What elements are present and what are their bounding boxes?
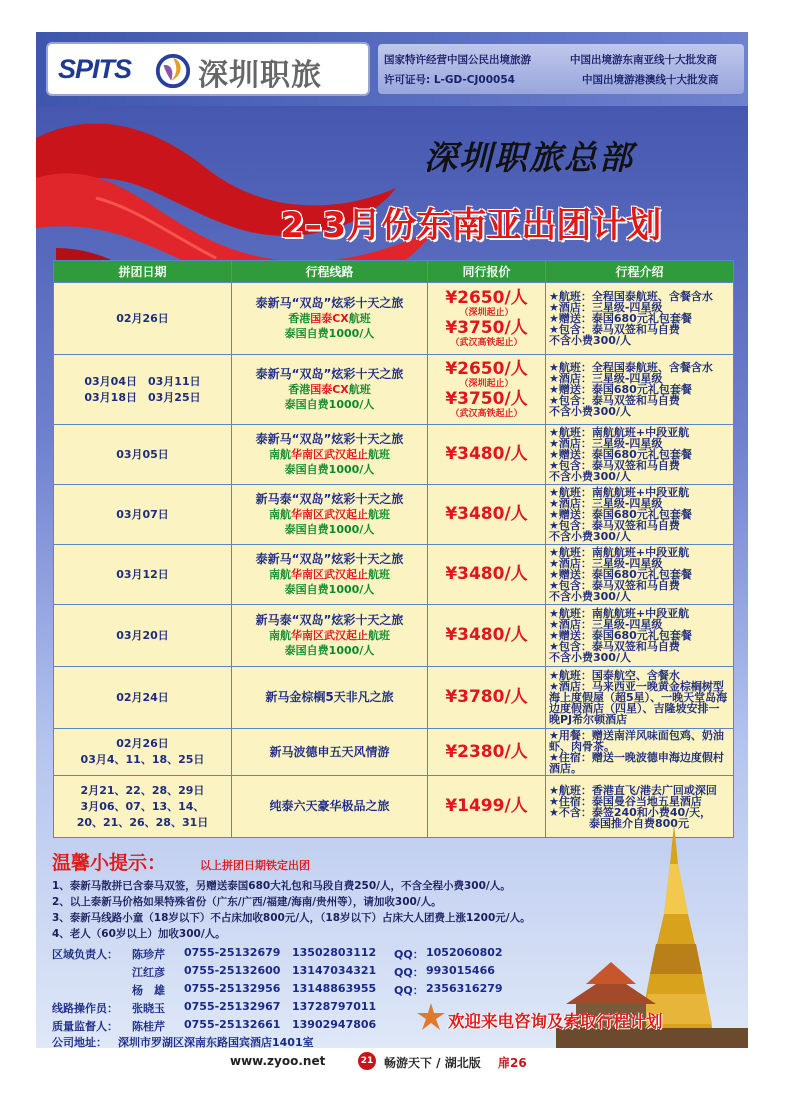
tip-line: 2、以上泰新马价格如果特殊省份（广东/广西/福建/海南/贵州等），请加收300/人。 xyxy=(52,896,442,908)
tour-route-cell xyxy=(232,605,428,667)
route-name: 泰新马“双岛”炫彩十天之旅 xyxy=(255,552,404,566)
intro-line: ★赠送：泰国680元礼包套餐 xyxy=(549,508,692,521)
tips-section xyxy=(52,848,310,875)
page-title: 2–3月份东南亚出团计划 xyxy=(280,206,662,246)
tour-price-cell xyxy=(428,485,546,545)
price-note: （武汉高铁起止） xyxy=(450,408,523,419)
tour-route-cell xyxy=(232,485,428,545)
intro-line: ★住宿：泰国曼谷当地五星酒店 xyxy=(549,794,702,808)
table-row xyxy=(54,545,734,605)
price: ¥3780/人 xyxy=(445,687,528,707)
tour-date: 03月05日 xyxy=(116,447,169,461)
tour-date-cell xyxy=(54,729,232,776)
price: ¥1499/人 xyxy=(445,796,528,816)
intro-line: ★不含：泰签240和小费40/天， xyxy=(549,805,712,819)
route-name: 新马泰“双岛”炫彩十天之旅 xyxy=(255,492,404,506)
intro-line: ★包含：泰马双签和马自费 xyxy=(549,640,680,653)
intro-line: ★住宿：赠送一晚波德申海边度假村酒店。 xyxy=(549,751,724,775)
intro-line: ★包含：泰马双签和马自费 xyxy=(549,459,680,472)
contact-phone: 0755-25132679 xyxy=(184,946,281,959)
supervisor-label: 质量监督人： xyxy=(52,1020,118,1033)
qq-label: QQ： xyxy=(394,984,424,997)
address-label: 公司地址： xyxy=(52,1036,107,1048)
route-flight: 南航华南区武汉起止航班 xyxy=(269,568,390,581)
route-name: 泰新马“双岛”炫彩十天之旅 xyxy=(255,432,404,446)
tour-route-cell xyxy=(232,776,428,838)
contact-qq: 993015466 xyxy=(426,964,495,977)
price-note: （武汉高铁起止） xyxy=(450,337,523,348)
price: ¥3480/人 xyxy=(445,625,528,645)
intro-line: ★包含：泰马双签和马自费 xyxy=(549,323,680,336)
intro-line: ★赠送：泰国680元礼包套餐 xyxy=(549,629,692,642)
tip-line: 1、泰新马散拼已含泰马双签，另赠送泰国680大礼包和马段自费250/人，不含全程小费300/人。 xyxy=(52,880,511,892)
tour-price-cell xyxy=(428,667,546,729)
tour-date: 03月12日 xyxy=(116,567,169,581)
intro-line: 不含小费300/人 xyxy=(549,405,631,418)
intro-line: 不含小费300/人 xyxy=(549,590,631,603)
tour-date: 03月4、11、18、25日 xyxy=(80,753,205,766)
intro-line: ★航班：南航航班+中段亚航 xyxy=(549,486,690,499)
intro-line: ★酒店：三星级-四星级 xyxy=(549,557,663,570)
tour-schedule-table xyxy=(53,260,734,838)
table-row xyxy=(54,729,734,776)
company-logo xyxy=(46,42,370,96)
tour-date: 2月21、22、28、29日 xyxy=(80,783,205,797)
price: ¥2380/人 xyxy=(445,741,528,762)
intro-line: ★酒店：三星级-四星级 xyxy=(549,301,663,314)
route-name: 泰新马“双岛”炫彩十天之旅 xyxy=(255,296,404,310)
route-extra-cost: 泰国自费1000/人 xyxy=(284,644,375,657)
qq-label: QQ： xyxy=(394,948,424,961)
route-extra-cost: 泰国自费1000/人 xyxy=(284,463,375,476)
intro-line: 泰国推介自费800元 xyxy=(589,816,689,830)
tour-intro-cell xyxy=(546,425,734,485)
intro-line: ★酒店：三星级-四星级 xyxy=(549,372,663,385)
price-note: （深圳起止） xyxy=(459,378,514,389)
contact-name: 江红彦 xyxy=(132,966,165,979)
column-header: 行程介绍 xyxy=(546,261,734,283)
intro-line: ★航班：南航航班+中段亚航 xyxy=(549,546,690,559)
price: ¥3480/人 xyxy=(445,564,528,584)
tour-date-cell xyxy=(54,776,232,838)
license-box xyxy=(378,44,744,94)
contact-mobile: 13502803112 xyxy=(292,946,377,959)
intro-line: ★用餐：赠送南洋风味面包鸡、奶油虾、肉骨茶。 xyxy=(549,729,724,753)
tour-route-cell xyxy=(232,425,428,485)
intro-line: ★赠送：泰国680元礼包套餐 xyxy=(549,448,692,461)
regional-label: 区域负责人： xyxy=(52,948,118,961)
table-row xyxy=(54,425,734,485)
intro-line: ★赠送：泰国680元礼包套餐 xyxy=(549,568,692,581)
intro-line: ★包含：泰马双签和马自费 xyxy=(549,579,680,592)
rank-line-2: 中国出境游港澳线十大批发商 xyxy=(582,74,719,86)
table-row xyxy=(54,485,734,545)
contact-mobile: 13148863955 xyxy=(292,982,377,995)
logo-swirl-icon xyxy=(154,52,192,90)
intro-line: ★包含：泰马双签和马自费 xyxy=(549,394,680,407)
column-header: 行程线路 xyxy=(232,261,428,283)
price-note: （深圳起止） xyxy=(459,307,514,318)
price: ¥3480/人 xyxy=(445,504,528,524)
route-name: 纯泰六天豪华极品之旅 xyxy=(269,799,390,813)
intro-line: 不含小费300/人 xyxy=(549,470,631,483)
tour-date-cell xyxy=(54,545,232,605)
intro-line: ★赠送：泰国680元礼包套餐 xyxy=(549,383,692,396)
tour-intro-cell xyxy=(546,729,734,776)
intro-line: ★航班：全程国泰航班、含餐含水 xyxy=(549,290,713,303)
route-name: 新马金棕榈5天非凡之旅 xyxy=(265,690,394,704)
contact-mobile: 13728797011 xyxy=(292,1000,377,1013)
logo-text-cn: 深圳职旅 xyxy=(198,58,322,93)
tour-date-cell xyxy=(54,485,232,545)
contact-qq: 2356316279 xyxy=(426,982,503,995)
tour-date: 03月07日 xyxy=(116,507,169,521)
route-extra-cost: 泰国自费1000/人 xyxy=(284,327,375,340)
tips-subtitle: 以上拼团日期铁定出团 xyxy=(200,859,310,872)
contact-name: 陈桂芹 xyxy=(132,1020,165,1033)
intro-line: 不含小费300/人 xyxy=(549,651,631,664)
intro-line: 不含小费300/人 xyxy=(549,530,631,543)
company-address: 深圳市罗湖区深南东路国宾酒店1401室 xyxy=(118,1036,314,1048)
magazine-badge: 21 xyxy=(358,1052,376,1070)
license-line-1: 国家特许经营中国公民出境旅游 xyxy=(384,54,531,66)
license-line-2: 许可证号: L-GD-CJ00054 xyxy=(384,74,515,86)
tour-date-cell xyxy=(54,667,232,729)
tour-date: 03月18日 03月25日 xyxy=(84,390,201,404)
route-flight: 香港国泰CX航班 xyxy=(288,312,371,325)
tour-date-cell xyxy=(54,283,232,355)
tour-intro-cell xyxy=(546,355,734,425)
route-extra-cost: 泰国自费1000/人 xyxy=(284,398,375,411)
tour-price-cell xyxy=(428,283,546,355)
tour-intro-cell xyxy=(546,283,734,355)
tour-date: 03月04日 03月11日 xyxy=(84,374,201,388)
intro-line: ★航班：南航航班+中段亚航 xyxy=(549,607,690,620)
route-flight: 南航华南区武汉起止航班 xyxy=(269,448,390,461)
route-extra-cost: 泰国自费1000/人 xyxy=(284,583,375,596)
price: ¥2650/人 xyxy=(445,287,528,308)
intro-line: ★赠送：泰国680元礼包套餐 xyxy=(549,312,692,325)
logo-text-en: SPITS xyxy=(58,54,132,84)
footer-url[interactable]: www.zyoo.net xyxy=(230,1054,326,1068)
contact-mobile: 13902947806 xyxy=(292,1018,377,1031)
intro-line: ★酒店：三星级-四星级 xyxy=(549,497,663,510)
intro-line: ★航班：国泰航空、含餐水 xyxy=(549,669,680,682)
tour-intro-cell xyxy=(546,667,734,729)
column-header: 同行报价 xyxy=(428,261,546,283)
rank-line-1: 中国出境游东南亚线十大批发商 xyxy=(570,54,717,66)
footer-page-number: 扉26 xyxy=(498,1056,527,1070)
tip-line: 4、老人（60岁以上）加收300/人。 xyxy=(52,928,226,940)
footer-magazine: 畅游天下 / 湖北版 xyxy=(384,1056,481,1070)
tour-price-cell xyxy=(428,355,546,425)
welcome-slogan: 欢迎来电咨询及索取行程计划 xyxy=(448,1012,663,1031)
poster xyxy=(36,32,748,1048)
tour-price-cell xyxy=(428,605,546,667)
tour-date: 3月06、07、13、14、 xyxy=(80,799,205,813)
route-flight: 南航华南区武汉起止航班 xyxy=(269,508,390,521)
price: ¥2650/人 xyxy=(445,358,528,379)
tour-intro-cell xyxy=(546,545,734,605)
tour-date: 02月26日 xyxy=(116,311,169,325)
tour-route-cell xyxy=(232,667,428,729)
price: ¥3480/人 xyxy=(445,444,528,464)
intro-line: ★航班：全程国泰航班、含餐含水 xyxy=(549,361,713,374)
contact-mobile: 13147034321 xyxy=(292,964,377,977)
tour-price-cell xyxy=(428,729,546,776)
tour-route-cell xyxy=(232,283,428,355)
tour-route-cell xyxy=(232,355,428,425)
tip-line: 3、泰新马线路小童（18岁以下）不占床加收800元/人，（18岁以下）占床大人团费上涨1200元/人。 xyxy=(52,912,531,924)
contact-qq: 1052060802 xyxy=(426,946,503,959)
tour-date: 20、21、26、28、31日 xyxy=(76,815,209,829)
starfish-icon xyxy=(416,1002,446,1032)
table-row xyxy=(54,605,734,667)
tour-date: 03月20日 xyxy=(116,628,169,642)
intro-line: 不含小费300/人 xyxy=(549,334,631,347)
tour-route-cell xyxy=(232,545,428,605)
table-row xyxy=(54,283,734,355)
intro-line: ★包含：泰马双签和马自费 xyxy=(549,519,680,532)
contact-phone: 0755-25132600 xyxy=(184,964,281,977)
contact-name: 陈珍芹 xyxy=(132,948,165,961)
branch-title: 深圳职旅总部 xyxy=(424,138,634,177)
tour-intro-cell xyxy=(546,605,734,667)
price: ¥3750/人 xyxy=(445,317,528,338)
column-header: 拼团日期 xyxy=(54,261,232,283)
table-row xyxy=(54,667,734,729)
route-extra-cost: 泰国自费1000/人 xyxy=(284,523,375,536)
route-name: 新马泰“双岛”炫彩十天之旅 xyxy=(255,613,404,627)
route-flight: 香港国泰CX航班 xyxy=(288,383,371,396)
intro-line: ★酒店：马来西亚一晚黄金棕榈树型海上度假屋（超5星）、一晚天堂岛海边度假酒店（四星）、吉隆坡安排一晚PJ希尔顿酒店 xyxy=(549,680,728,726)
tour-intro-cell xyxy=(546,485,734,545)
contact-phone: 0755-25132967 xyxy=(184,1000,281,1013)
route-flight: 南航华南区武汉起止航班 xyxy=(269,629,390,642)
tips-title: 温馨小提示： xyxy=(52,852,167,874)
contact-name: 张晓玉 xyxy=(132,1002,165,1015)
contact-phone: 0755-25132661 xyxy=(184,1018,281,1031)
contact-name: 杨 雄 xyxy=(132,984,165,997)
intro-line: ★酒店：三星级-四星级 xyxy=(549,437,663,450)
intro-line: ★酒店：三星级-四星级 xyxy=(549,618,663,631)
tour-price-cell xyxy=(428,425,546,485)
table-header-row xyxy=(54,261,734,283)
intro-line: ★航班：香港直飞/港去广回或深回 xyxy=(549,783,717,797)
intro-line: ★航班：南航航班+中段亚航 xyxy=(549,426,690,439)
tour-price-cell xyxy=(428,545,546,605)
tour-date-cell xyxy=(54,355,232,425)
operator-label: 线路操作员： xyxy=(52,1002,118,1015)
tour-date: 02月26日 xyxy=(116,737,169,750)
tour-route-cell xyxy=(232,729,428,776)
tour-date: 02月24日 xyxy=(116,690,169,704)
route-name: 泰新马“双岛”炫彩十天之旅 xyxy=(255,367,404,381)
contact-phone: 0755-25132956 xyxy=(184,982,281,995)
tour-date-cell xyxy=(54,425,232,485)
tour-date-cell xyxy=(54,605,232,667)
route-name: 新马波德申五天风情游 xyxy=(269,744,390,759)
tour-price-cell xyxy=(428,776,546,838)
table-row xyxy=(54,355,734,425)
price: ¥3750/人 xyxy=(445,388,528,409)
qq-label: QQ： xyxy=(394,966,424,979)
